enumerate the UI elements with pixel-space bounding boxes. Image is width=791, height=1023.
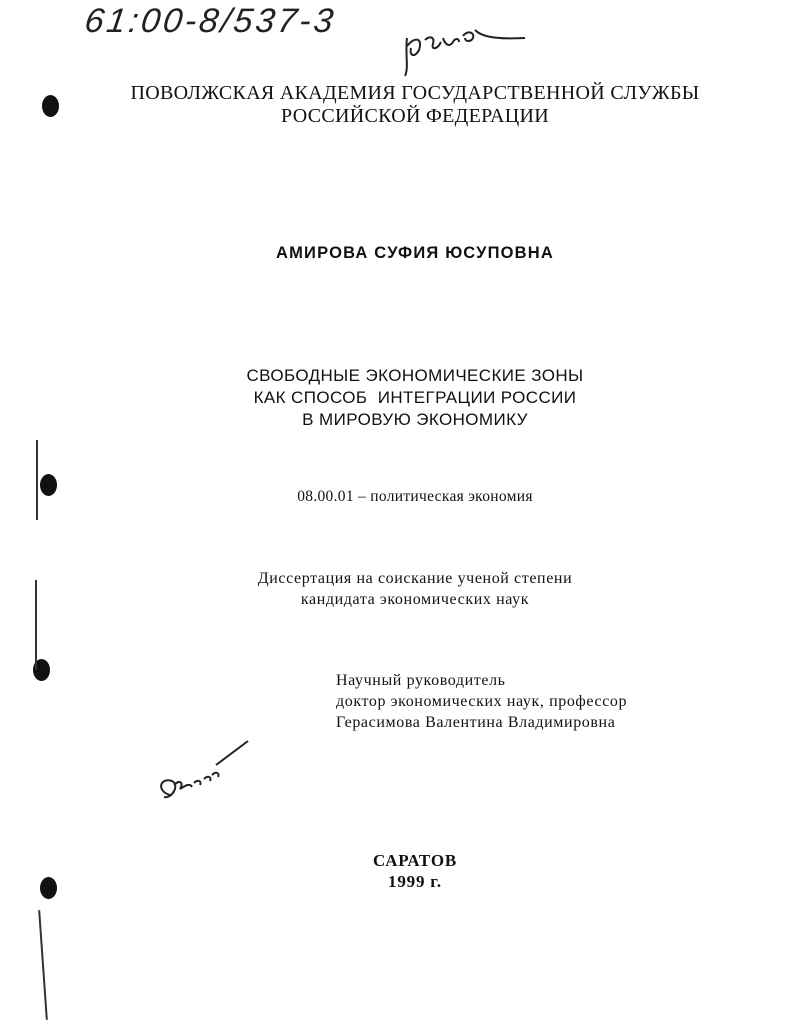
supervisor-title: доктор экономических наук, профессор [336,693,628,710]
title-line-1: СВОБОДНЫЕ ЭКОНОМИЧЕСКИЕ ЗОНЫ [246,366,584,385]
institution-line-2: РОССИЙСКОЙ ФЕДЕРАЦИИ [281,105,549,127]
degree-line-1: Диссертация на соискание ученой степени [257,570,573,587]
scan-edge-line-2 [35,580,37,670]
title-line-2: КАК СПОСОБ ИНТЕГРАЦИИ РОССИИ [253,388,577,407]
dissertation-title [0,365,791,431]
supervisor-block [336,670,627,733]
supervisor-name: Герасимова Валентина Владимировна [336,714,616,731]
year: 1999 г. [388,872,442,891]
institution-line-1: ПОВОЛЖСКАЯ АКАДЕМИЯ ГОСУДАРСТВЕННОЙ СЛУЖБЫ [130,82,700,104]
binder-hole-4 [40,877,57,899]
binder-hole-1 [42,95,59,117]
specialty-code: 08.00.01 – политическая экономия [297,488,533,505]
place-year [0,850,791,892]
title-line-3: В МИРОВУЮ ЭКОНОМИКУ [302,410,528,429]
scan-edge-line-1 [36,440,38,520]
degree-line-2: кандидата экономических наук [300,591,530,608]
handwritten-archive-number: 61:00-8/537-3 [82,2,339,40]
degree-statement [0,568,791,610]
supervisor-label: Научный руководитель [336,672,506,689]
handwritten-signature [150,735,260,815]
scan-edge-line-3 [38,910,48,1020]
institution-name [0,82,791,128]
handwritten-mark [395,8,535,78]
author-name: АМИРОВА СУФИЯ ЮСУПОВНА [275,244,555,262]
binder-hole-2 [40,474,57,496]
city: САРАТОВ [373,851,457,870]
